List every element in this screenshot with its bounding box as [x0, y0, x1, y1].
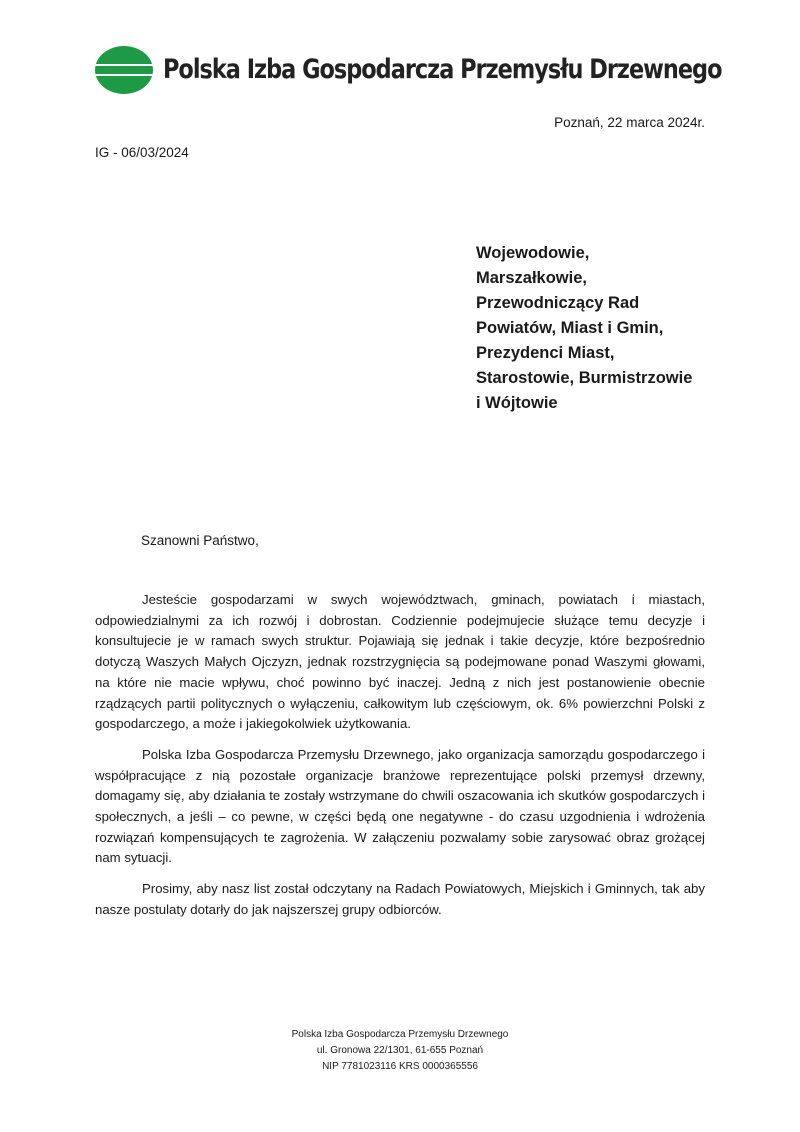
recipient-line: Przewodniczący Rad: [476, 294, 640, 312]
footer-address: [0, 1027, 800, 1075]
reference-number: IG - 06/03/2024: [95, 145, 189, 160]
body-paragraph: Polska Izba Gospodarcza Przemysłu Drzewnego, jako organizacja samorządu gospodarczego i współpracujące z nią pozostałe organizacje branżowe reprezentujące polski przemysł drzewny, domagamy się, aby działania te zostały wstrzymane do chwili oszacowania ich skutków gospodarczych i społecznych, a jeśli – co pewne, w części będą one negatywne - do czasu uzgodnienia i wdrożenia rozwiązań kompensujących te zagrożenia. W załączeniu pozwalamy sobie zarysować obraz grożącej nam sytuacji.: [95, 746, 705, 866]
letter-body: [95, 590, 705, 931]
recipient-line: Starostowie, Burmistrzowie: [476, 369, 693, 387]
footer-registration: NIP 7781023116 KRS 0000365556: [322, 1061, 478, 1072]
recipient-line: i Wójtowie: [476, 394, 558, 412]
body-paragraph: Jesteście gospodarzami w swych województwach, gminach, powiatach i miastach, odpowiedzialnymi za ich rozwój i dobrostan. Codziennie podejmujecie służące temu decyzje i konsultujecie je w ramach swych struktur. Pojawiają się jednak i takie decyzje, które bezpośrednio dotyczą Waszych Małych Ojczyzn, jednak rozstrzygnięcia są podejmowane ponad Waszymi głowami, na które nie macie wpływu, choć powinno być inaczej. Jedną z nich jest postanowienie obecnie rządzących partii politycznych o wyłączeniu, całkowitym lub częściowym, ok. 6% powierzchni Polski z gospodarczego, a może i jakiegokolwiek użytkowania.: [95, 592, 705, 732]
recipient-line: Prezydenci Miast,: [476, 344, 615, 362]
recipient-line: Powiatów, Miast i Gmin,: [476, 319, 664, 337]
organization-name: Polska Izba Gospodarcza Przemysłu Drzewnego: [163, 54, 722, 85]
footer-street: ul. Gronowa 22/1301, 61-655 Poznań: [316, 1045, 484, 1056]
green-circle-logo-icon: [95, 46, 153, 94]
recipient-line: Marszałkowie,: [476, 269, 587, 287]
letter-date: Poznań, 22 marca 2024r.: [554, 115, 705, 130]
footer-org-name: Polska Izba Gospodarcza Przemysłu Drzewnego: [291, 1029, 509, 1040]
body-paragraph: Prosimy, aby nasz list został odczytany na Radach Powiatowych, Miejskich i Gminnych, tak aby nasze postulaty dotarły do jak najszerszej grupy odbiorców.: [95, 881, 705, 917]
recipients-block: [476, 241, 692, 416]
recipient-line: Wojewodowie,: [476, 244, 590, 262]
salutation: Szanowni Państwo,: [141, 533, 259, 548]
